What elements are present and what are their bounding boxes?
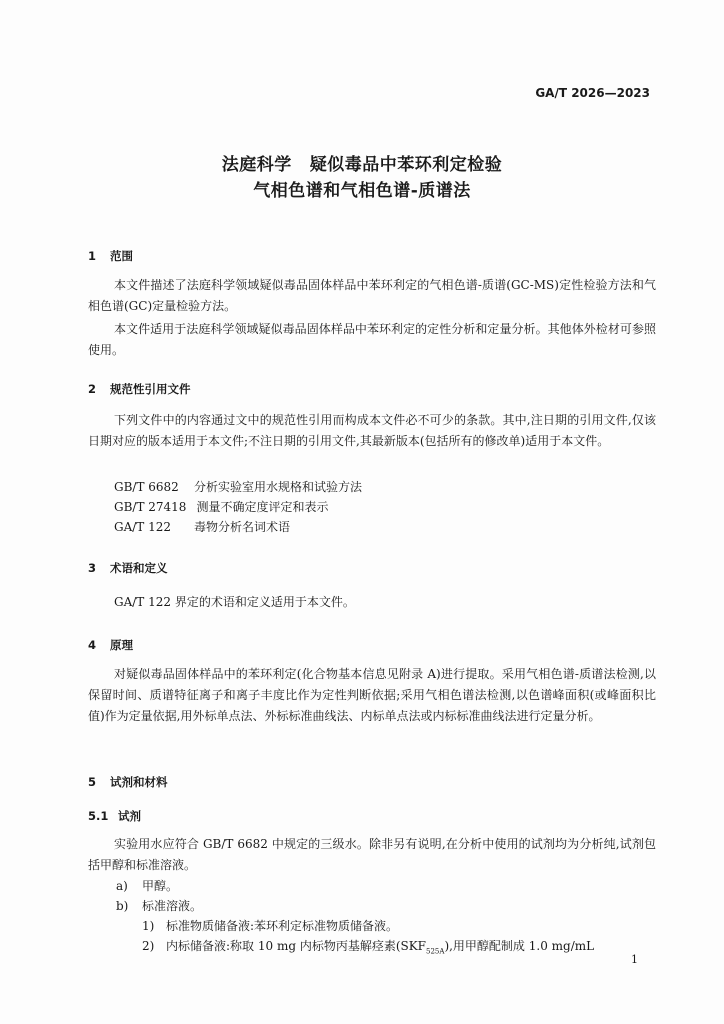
reference-code: GB/T 27418 bbox=[114, 500, 187, 514]
list-marker: 2) bbox=[142, 939, 155, 953]
section-2-paragraph-1: 下列文件中的内容通过文中的规范性引用而构成本文件必不可少的条款。其中,注日期的引用文件,仅该日期对应的版本适用于本文件;不注日期的引用文件,其最新版本(包括所有的修改单)适用于本文件。 bbox=[88, 413, 656, 448]
document-title-line-1 bbox=[0, 150, 724, 175]
section-number: 5.1 bbox=[88, 809, 109, 823]
list-item bbox=[116, 897, 202, 915]
section-number: 5 bbox=[88, 775, 97, 789]
list-marker: a) bbox=[116, 879, 128, 893]
list-text: 内标储备液:称取 10 mg 内标物丙基解痉素(SKF bbox=[166, 939, 427, 953]
reference-title: 测量不确定度评定和表示 bbox=[196, 500, 329, 514]
reference-code: GA/T 122 bbox=[114, 520, 172, 534]
section-title: 原理 bbox=[110, 638, 133, 652]
section-title: 术语和定义 bbox=[110, 561, 168, 575]
title-subject: 疑似毒品中苯环利定检验 bbox=[309, 155, 503, 175]
section-number: 3 bbox=[88, 561, 97, 575]
sub-list-item bbox=[142, 917, 398, 935]
section-number: 2 bbox=[88, 382, 97, 396]
list-text: 标准溶液。 bbox=[142, 899, 203, 913]
section-2-heading bbox=[88, 381, 191, 397]
normative-reference bbox=[114, 518, 290, 536]
section-title: 规范性引用文件 bbox=[110, 382, 191, 396]
section-number: 4 bbox=[88, 638, 97, 652]
section-title: 试剂 bbox=[118, 809, 141, 823]
page-number: 1 bbox=[631, 953, 638, 966]
section-4-paragraph-1: 对疑似毒品固体样品中的苯环利定(化合物基本信息见附录 A)进行提取。采用气相色谱-质谱法检测,以保留时间、质谱特征离子和离子丰度比作为定性判断依据;采用气相色谱法检测,以色谱峰面积(或峰面积比值)作为定量依据,用外标单点法、外标标准曲线法、内标单点法或内标标准曲线法进行定量分析。 bbox=[88, 667, 656, 723]
section-1-paragraph-1: 本文件描述了法庭科学领域疑似毒品固体样品中苯环利定的气相色谱-质谱(GC-MS)定性检验方法和气相色谱(GC)定量检验方法。 bbox=[88, 278, 656, 313]
list-marker: 1) bbox=[142, 919, 155, 933]
reference-title: 毒物分析名词术语 bbox=[194, 520, 291, 534]
section-5-1-heading bbox=[88, 808, 141, 824]
section-4-heading bbox=[88, 637, 133, 653]
section-3-paragraph-1: GA/T 122 界定的术语和定义适用于本文件。 bbox=[114, 595, 355, 609]
section-1-heading bbox=[88, 248, 133, 264]
title-field: 法庭科学 bbox=[221, 155, 292, 175]
list-item bbox=[116, 877, 178, 895]
section-number: 1 bbox=[88, 249, 97, 263]
section-1-paragraph-2: 本文件适用于法庭科学领域疑似毒品固体样品中苯环利定的定性分析和定量分析。其他体外检材可参照使用。 bbox=[88, 322, 656, 357]
section-title: 范围 bbox=[110, 249, 133, 263]
document-title-line-2: 气相色谱和气相色谱-质谱法 bbox=[253, 181, 471, 201]
standard-code: GA/T 2026—2023 bbox=[535, 86, 650, 100]
normative-reference bbox=[114, 478, 362, 496]
list-text: 甲醇。 bbox=[142, 879, 179, 893]
normative-reference bbox=[114, 498, 328, 516]
section-5-heading bbox=[88, 774, 168, 790]
subscript-text: 525A bbox=[426, 947, 445, 956]
list-text: 标准物质储备液:苯环利定标准物质储备液。 bbox=[166, 919, 399, 933]
section-title: 试剂和材料 bbox=[110, 775, 168, 789]
section-5-1-paragraph-1: 实验用水应符合 GB/T 6682 中规定的三级水。除非另有说明,在分析中使用的试剂均为分析纯,试剂包括甲醇和标准溶液。 bbox=[88, 837, 656, 872]
list-text-continued: ),用甲醇配制成 1.0 mg/mL bbox=[444, 939, 595, 953]
section-3-heading bbox=[88, 560, 168, 576]
reference-title: 分析实验室用水规格和试验方法 bbox=[194, 480, 363, 494]
list-marker: b) bbox=[116, 899, 129, 913]
reference-code: GB/T 6682 bbox=[114, 480, 179, 494]
sub-list-item bbox=[142, 937, 594, 960]
